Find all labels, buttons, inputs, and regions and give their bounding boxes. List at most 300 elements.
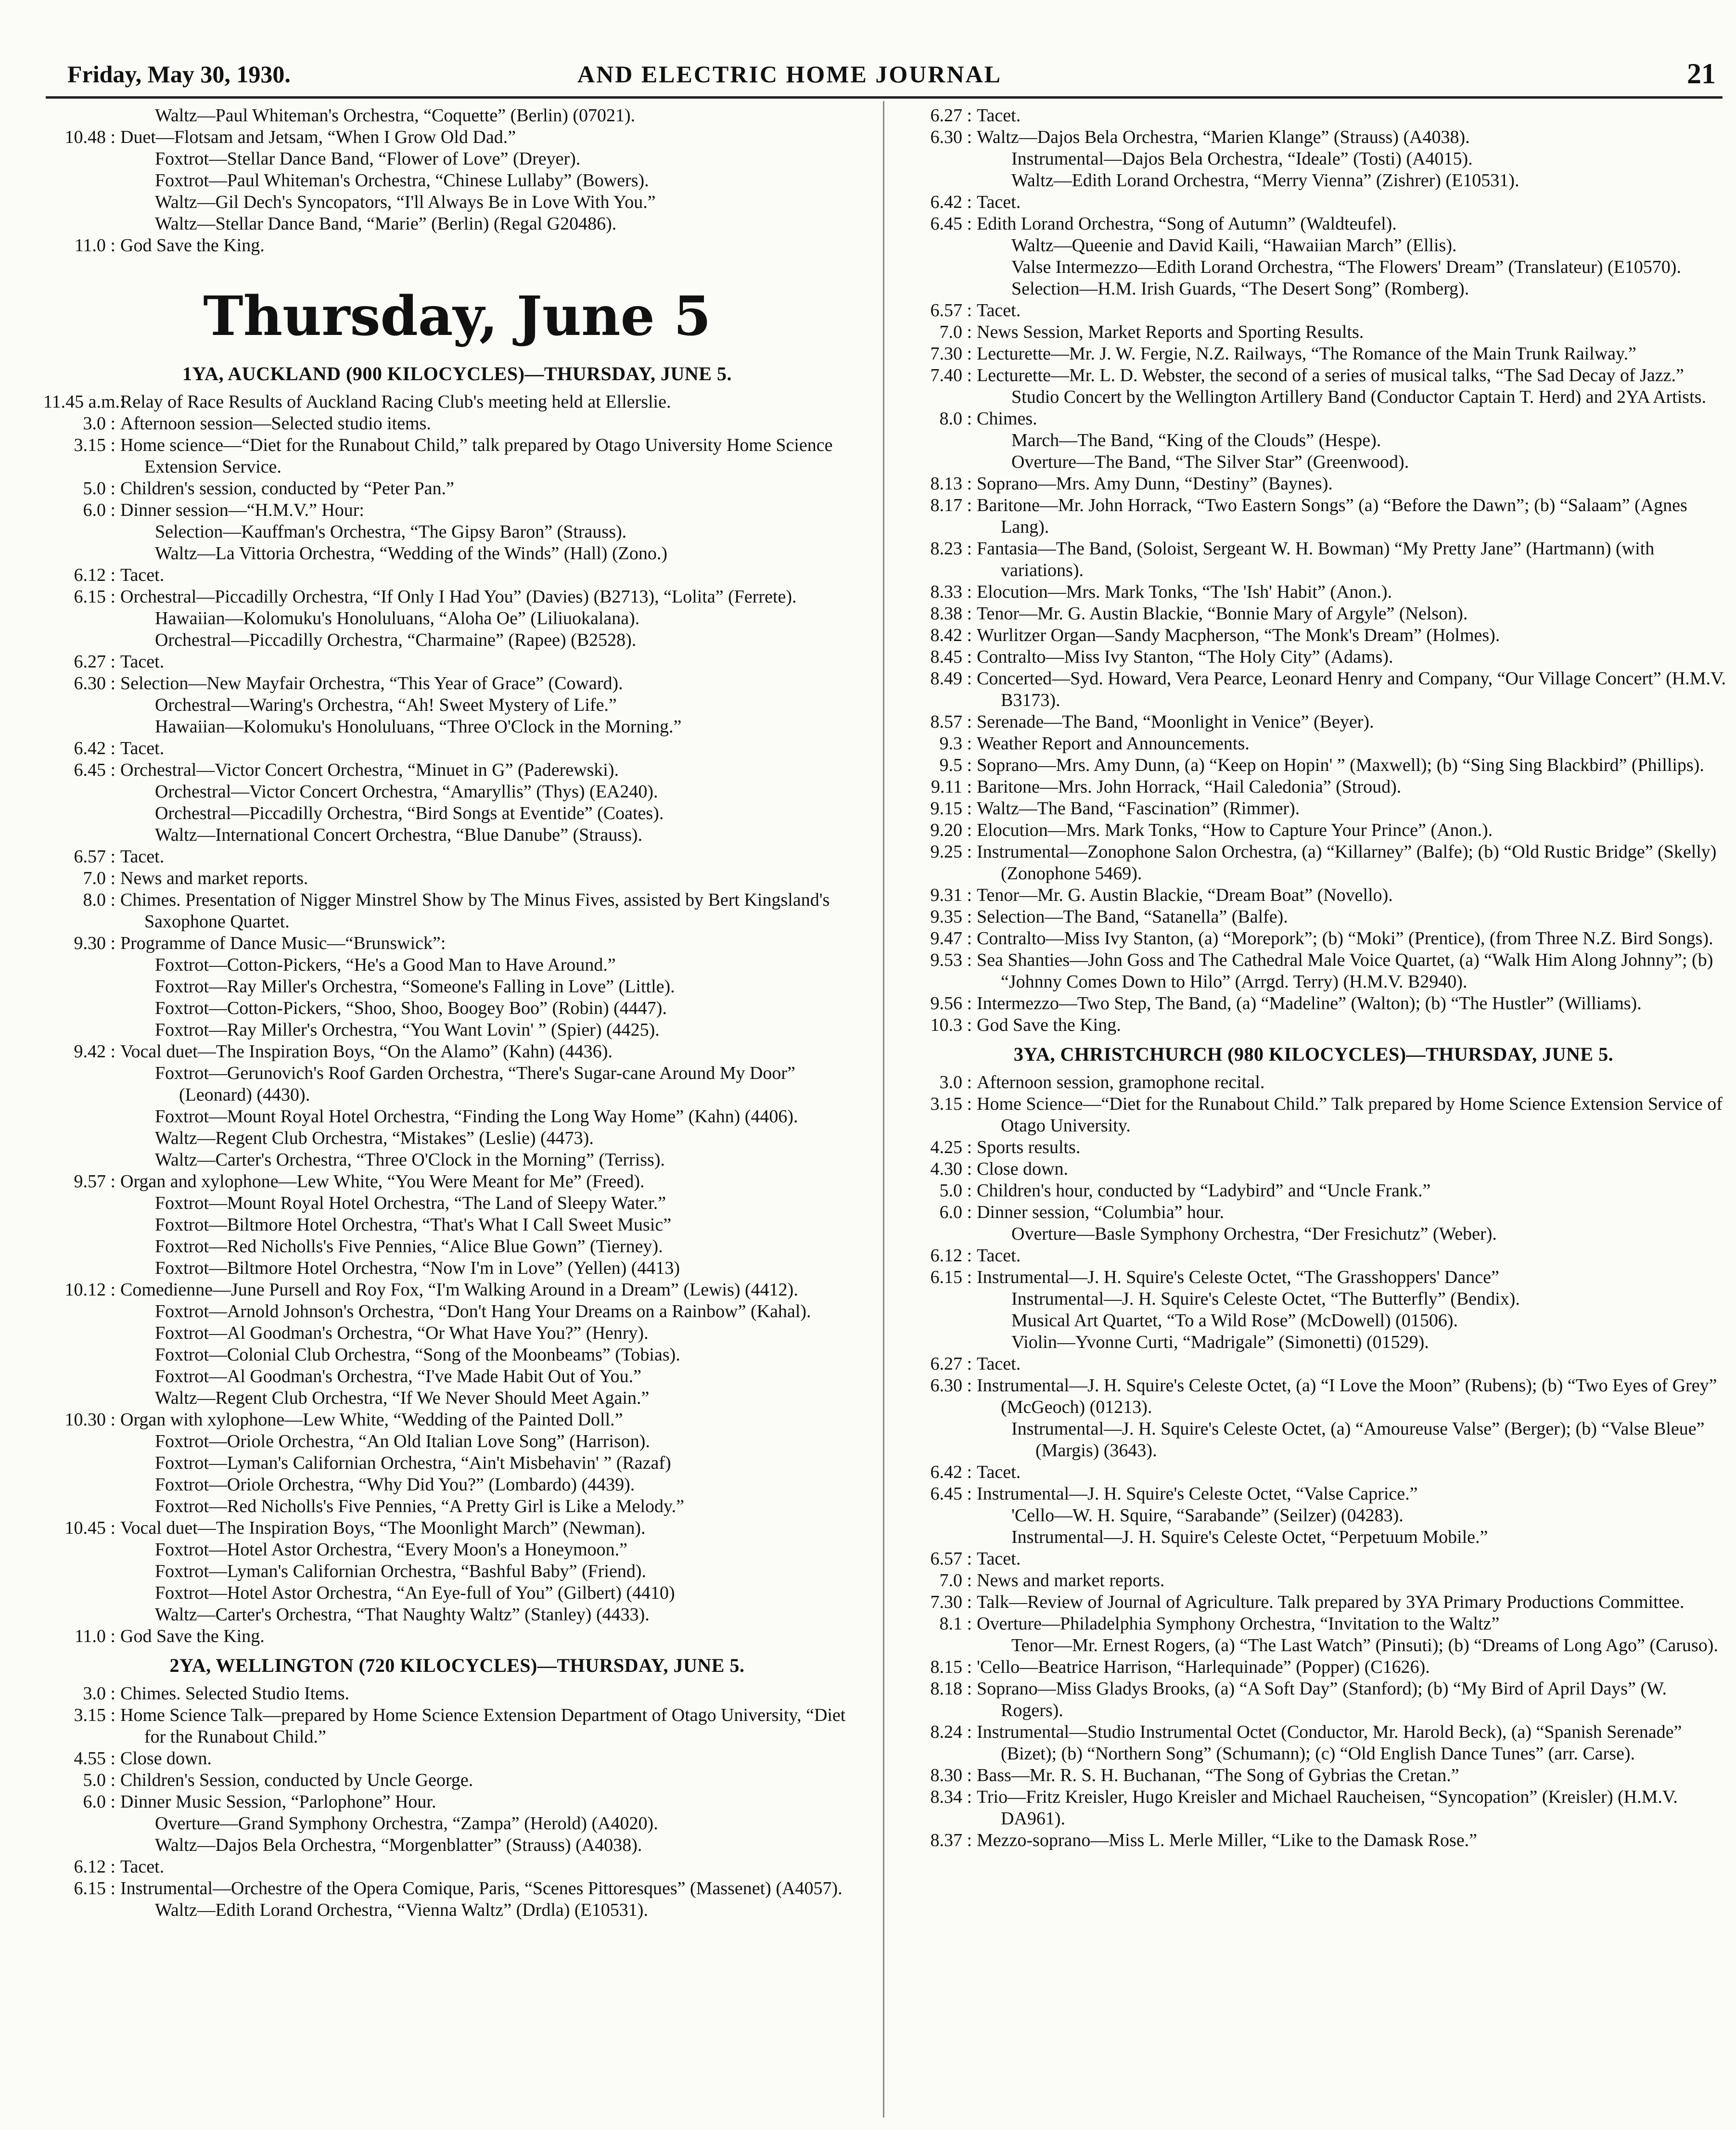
entry-time: 9.20 : <box>930 820 972 840</box>
programme-entry <box>43 1149 871 1171</box>
entry-text: Home science—“Diet for the Runabout Child,” talk prepared by Otago University Home Science Extension Service. <box>120 435 833 477</box>
entry-text: Waltz—Carter's Orchestra, “That Naughty Waltz” (Stanley) (4433). <box>155 1604 650 1625</box>
entry-time: 5.0 : <box>83 478 115 499</box>
programme-entry <box>43 1344 871 1366</box>
entry-text: Orchestral—Piccadilly Orchestra, “Bird Songs at Eventide” (Coates). <box>155 803 664 823</box>
entry-text: Violin—Yvonne Curti, “Madrigale” (Simonetti) (01529). <box>1011 1332 1429 1352</box>
programme-entry <box>43 1539 871 1561</box>
entry-text: Foxtrot—Stellar Dance Band, “Flower of Love” (Dreyer). <box>155 149 581 169</box>
programme-entry <box>43 413 871 435</box>
right-column <box>900 105 1727 1851</box>
entry-text: Hawaiian—Kolomuku's Honoluluans, “Aloha Oe” (Liliuokalana). <box>155 608 640 629</box>
programme-entry <box>43 694 871 716</box>
entry-text: Soprano—Mrs. Amy Dunn, “Destiny” (Baynes). <box>977 474 1333 494</box>
programme-entry <box>43 500 871 521</box>
programme-entry <box>900 841 1727 885</box>
entry-time: 9.57 : <box>74 1171 115 1192</box>
entry-time: 6.27 : <box>930 1354 972 1374</box>
entry-text: Instrumental—J. H. Squire's Celeste Octet, (a) “Amoureuse Valse” (Berger); (b) “Valse Bleue” (Margis) (3643). <box>1011 1419 1705 1461</box>
programme-entry <box>43 1128 871 1149</box>
entry-text: Tacet. <box>120 738 165 758</box>
entry-text: Tacet. <box>977 1462 1021 1482</box>
programme-entry <box>43 1214 871 1236</box>
entry-text: Selection—New Mayfair Orchestra, “This Year of Grace” (Coward). <box>120 673 623 693</box>
entry-text: Waltz—Regent Club Orchestra, “If We Never Should Meet Again.” <box>155 1388 650 1408</box>
programme-entry <box>900 711 1727 733</box>
entry-text: Programme of Dance Music—“Brunswick”: <box>120 933 446 953</box>
programme-entry <box>43 1683 871 1705</box>
entry-time: 6.45 : <box>930 214 972 234</box>
programme-entry <box>900 105 1727 127</box>
programme-entry <box>43 738 871 759</box>
entry-time: 6.0 : <box>83 500 115 520</box>
day-title: Thursday, June 5 <box>203 285 711 348</box>
programme-entry <box>43 170 871 192</box>
entry-text: Foxtrot—Ray Miller's Orchestra, “Someone's Falling in Love” (Little). <box>155 976 675 997</box>
entry-time: 8.34 : <box>930 1787 972 1807</box>
programme-entry <box>43 1813 871 1835</box>
programme-entry <box>900 321 1727 343</box>
programme-entry <box>43 716 871 738</box>
entry-text: Tacet. <box>120 652 165 672</box>
entry-text: Elocution—Mrs. Mark Tonks, “How to Capture Your Prince” (Anon.). <box>977 820 1493 840</box>
programme-entry <box>900 603 1727 625</box>
entry-time: 8.38 : <box>930 603 972 624</box>
entry-time: 9.30 : <box>74 933 115 953</box>
entry-text: Lecturette—Mr. J. W. Fergie, N.Z. Railways, “The Romance of the Main Trunk Railway.” <box>977 344 1636 364</box>
entry-time: 9.3 : <box>939 733 972 754</box>
entry-text: Foxtrot—Oriole Orchestra, “Why Did You?” (Lombardo) (4439). <box>155 1475 635 1495</box>
entry-text: Concerted—Syd. Howard, Vera Pearce, Leonard Henry and Company, “Our Village Concert” (H.M.V. B3173). <box>977 668 1726 710</box>
programme-entry <box>43 1748 871 1770</box>
entry-text: Waltz—Stellar Dance Band, “Marie” (Berlin) (Regal G20486). <box>155 214 617 234</box>
entry-text: Instrumental—Zonophone Salon Orchestra, (a) “Killarney” (Balfe); (b) “Old Rustic Bridge” (Skelly) (Zonophone 5469). <box>977 842 1717 884</box>
entry-text: Sports results. <box>977 1137 1081 1157</box>
entry-text: Children's hour, conducted by “Ladybird” and “Uncle Frank.” <box>977 1180 1431 1201</box>
entry-time: 7.0 : <box>83 868 115 888</box>
entry-time: 3.15 : <box>74 1705 115 1725</box>
programme-entry <box>900 1223 1727 1245</box>
entry-time: 8.13 : <box>930 474 972 494</box>
entry-time: 8.15 : <box>930 1657 972 1677</box>
programme-entry <box>43 1366 871 1387</box>
entry-text: Instrumental—J. H. Squire's Celeste Octet, “The Butterfly” (Bendix). <box>1011 1289 1520 1309</box>
programme-entry <box>43 1236 871 1257</box>
programme-entry <box>900 1353 1727 1375</box>
entry-time: 6.30 : <box>930 127 972 147</box>
programme-entry <box>900 1635 1727 1656</box>
programme-entry <box>43 868 871 889</box>
entry-text: Waltz—La Vittoria Orchestra, “Wedding of the Winds” (Hall) (Zono.) <box>155 543 667 564</box>
entry-text: Foxtrot—Oriole Orchestra, “An Old Italian Love Song” (Harrison). <box>155 1431 650 1451</box>
entry-text: Intermezzo—Two Step, The Band, (a) “Madeline” (Walton); (b) “The Hustler” (Williams). <box>977 993 1642 1014</box>
entry-text: Contralto—Miss Ivy Stanton, “The Holy City” (Adams). <box>977 647 1393 667</box>
programme-entry <box>900 928 1727 950</box>
entry-text: Weather Report and Announcements. <box>977 733 1250 754</box>
programme-entry <box>43 1063 871 1106</box>
programme-entry <box>43 1626 871 1647</box>
programme-entry <box>43 1582 871 1604</box>
entry-time: 9.35 : <box>930 907 972 927</box>
entry-text: Tenor—Mr. G. Austin Blackie, “Dream Boat” (Novello). <box>977 885 1393 905</box>
programme-entry <box>43 976 871 998</box>
entry-text: Tacet. <box>120 1857 165 1877</box>
entry-time: 3.0 : <box>83 1683 115 1704</box>
entry-time: 8.18 : <box>930 1679 972 1699</box>
programme-entry <box>43 148 871 170</box>
entry-text: Soprano—Mrs. Amy Dunn, (a) “Keep on Hopin' ” (Maxwell); (b) “Sing Sing Blackbird” (Phillips). <box>977 755 1704 775</box>
entry-text: Elocution—Mrs. Mark Tonks, “The 'Ish' Habit” (Anon.). <box>977 582 1392 602</box>
entry-text: Chimes. Presentation of Nigger Minstrel Show by The Minus Fives, assisted by Bert Kingsland's Saxophone Quartet. <box>120 890 830 932</box>
entry-text: Afternoon session—Selected studio items. <box>120 413 431 434</box>
entry-text: Vocal duet—The Inspiration Boys, “On the Alamo” (Kahn) (4436). <box>120 1041 613 1062</box>
programme-entry <box>43 1770 871 1791</box>
entry-text: Dinner Music Session, “Parlophone” Hour. <box>120 1792 436 1812</box>
entry-text: Studio Concert by the Wellington Artillery Band (Conductor Captain T. Herd) and 2YA Artists. <box>1011 387 1706 407</box>
programme-entry <box>900 646 1727 668</box>
entry-time: 6.30 : <box>74 673 115 693</box>
entry-text: Instrumental—J. H. Squire's Celeste Octet, “Valse Caprice.” <box>977 1484 1418 1504</box>
entry-text: Overture—Philadelphia Symphony Orchestra, “Invitation to the Waltz” <box>977 1614 1500 1634</box>
programme-entry <box>43 1856 871 1878</box>
entry-time: 5.0 : <box>83 1770 115 1790</box>
entry-text: Duet—Flotsam and Jetsam, “When I Grow Old Dad.” <box>120 127 516 147</box>
entry-text: Valse Intermezzo—Edith Lorand Orchestra, “The Flowers' Dream” (Translateur) (E10570). <box>1011 257 1681 277</box>
entry-text: Orchestral—Victor Concert Orchestra, “Minuet in G” (Paderewski). <box>120 760 619 780</box>
programme-entry <box>43 1322 871 1344</box>
entry-text: Lecturette—Mr. L. D. Webster, the second of a series of musical talks, “The Sad Decay of Jazz.” <box>977 365 1684 385</box>
issue-date: Friday, May 30, 1930. <box>67 61 291 88</box>
entry-text: Serenade—The Band, “Moonlight in Venice” (Beyer). <box>977 712 1374 732</box>
programme-entry <box>43 933 871 954</box>
entry-text: March—The Band, “King of the Clouds” (Hespe). <box>1011 430 1381 450</box>
programme-entry <box>43 1517 871 1539</box>
programme-entry <box>43 1496 871 1517</box>
entry-text: Tacet. <box>977 1354 1021 1374</box>
programme-entry <box>900 798 1727 820</box>
entry-text: Hawaiian—Kolomuku's Honoluluans, “Three O'Clock in the Morning.” <box>155 717 682 737</box>
programme-entry <box>900 1613 1727 1635</box>
programme-entry <box>900 235 1727 257</box>
entry-text: God Save the King. <box>120 1626 265 1646</box>
entry-time: 8.30 : <box>930 1765 972 1785</box>
programme-entry <box>900 950 1727 993</box>
entry-text: Instrumental—Studio Instrumental Octet (Conductor, Mr. Harold Beck), (a) “Spanish Serenade” (Bizet); (b) “Northern Song” (Schumann); (c) “Old English Dance Tunes” (arr. Carse). <box>977 1722 1682 1764</box>
entry-text: Waltz—Carter's Orchestra, “Three O'Clock in the Morning” (Terriss). <box>155 1150 665 1170</box>
programme-entry <box>43 1561 871 1582</box>
entry-text: Sea Shanties—John Goss and The Cathedral Male Voice Quartet, (a) “Walk Him Along Johnny”; (b) “Johnny Comes Down to Hilo” (Arrgd. Terry) (H.M.V. B2940). <box>977 950 1713 992</box>
programme-entry <box>900 170 1727 192</box>
programme-entry <box>43 629 871 651</box>
entry-time: 6.15 : <box>74 587 115 607</box>
programme-entry <box>900 1548 1727 1570</box>
entry-time: 9.11 : <box>931 777 972 797</box>
entry-time: 10.12 : <box>64 1280 115 1300</box>
programme-entry <box>43 1257 871 1279</box>
entry-text: Musical Art Quartet, “To a Wild Rose” (McDowell) (01506). <box>1011 1310 1458 1331</box>
programme-entry <box>900 1527 1727 1548</box>
programme-entry <box>43 1387 871 1409</box>
entry-time: 6.42 : <box>74 738 115 758</box>
entry-text: Contralto—Miss Ivy Stanton, (a) “Morepork”; (b) “Moki” (Prentice), (from Three N.Z. Bird Songs). <box>977 928 1713 949</box>
entry-text: Foxtrot—Cotton-Pickers, “Shoo, Shoo, Boogey Boo” (Robin) (4447). <box>155 998 667 1018</box>
entry-text: Organ with xylophone—Lew White, “Wedding of the Painted Doll.” <box>120 1410 623 1430</box>
entry-text: Tenor—Mr. G. Austin Blackie, “Bonnie Mary of Argyle” (Nelson). <box>977 603 1468 624</box>
entry-time: 7.0 : <box>939 322 972 342</box>
entry-text: Foxtrot—Lyman's Californian Orchestra, “Ain't Misbehavin' ” (Razaf) <box>155 1453 671 1473</box>
entry-time: 10.45 : <box>64 1518 115 1538</box>
programme-entry <box>900 213 1727 235</box>
entry-time: 6.57 : <box>930 300 972 321</box>
entry-text: Waltz—Gil Dech's Syncopators, “I'll Always Be in Love With You.” <box>155 192 656 212</box>
programme-entry <box>43 213 871 235</box>
entry-time: 8.0 : <box>939 409 972 429</box>
entry-time: 8.23 : <box>930 539 972 559</box>
entry-text: Waltz—Queenie and David Kaili, “Hawaiian March” (Ellis). <box>1011 235 1457 256</box>
entry-text: Home Science Talk—prepared by Home Science Extension Department of Otago University, “Diet for the Runabout Child.” <box>120 1705 846 1747</box>
programme-entry <box>43 1835 871 1856</box>
entry-text: Foxtrot—Biltmore Hotel Orchestra, “That's What I Call Sweet Music” <box>155 1215 672 1235</box>
entry-text: Foxtrot—Cotton-Pickers, “He's a Good Man to Have Around.” <box>155 955 616 975</box>
programme-entry <box>900 581 1727 603</box>
entry-time: 11.0 : <box>74 235 115 256</box>
entry-time: 8.37 : <box>930 1830 972 1850</box>
programme-entry <box>900 1721 1727 1765</box>
entry-text: Selection—H.M. Irish Guards, “The Desert Song” (Romberg). <box>1011 279 1469 299</box>
programme-entry <box>43 1604 871 1626</box>
entry-time: 9.25 : <box>930 842 972 862</box>
entry-text: Foxtrot—Colonial Club Orchestra, “Song of the Moonbeams” (Tobias). <box>155 1345 680 1365</box>
programme-entry <box>900 1462 1727 1483</box>
programme-entry <box>900 1310 1727 1332</box>
programme-entry <box>43 1474 871 1496</box>
entry-text: Chimes. <box>977 409 1037 429</box>
entry-text: Waltz—Paul Whiteman's Orchestra, “Coquette” (Berlin) (07021). <box>155 105 636 126</box>
programme-entry <box>900 192 1727 213</box>
entry-text: Foxtrot—Hotel Astor Orchestra, “Every Moon's a Honeymoon.” <box>155 1540 627 1560</box>
entry-time: 6.42 : <box>930 192 972 212</box>
programme-entry <box>900 625 1727 646</box>
programme-entry <box>43 759 871 781</box>
programme-entry <box>43 1279 871 1301</box>
programme-entry <box>43 1705 871 1748</box>
entry-time: 8.1 : <box>939 1614 972 1634</box>
entry-time: 7.30 : <box>930 344 972 364</box>
entry-text: Orchestral—Piccadilly Orchestra, “If Only I Had You” (Davies) (B2713), “Lolita” (Ferrete). <box>120 587 797 607</box>
entry-text: Tacet. <box>977 300 1021 321</box>
entry-time: 3.0 : <box>939 1072 972 1092</box>
entry-text: Close down. <box>977 1159 1068 1179</box>
entry-text: Dinner session, “Columbia” hour. <box>977 1202 1224 1222</box>
entry-time: 9.56 : <box>930 993 972 1014</box>
entry-time: 6.27 : <box>930 105 972 126</box>
programme-entry <box>43 1019 871 1041</box>
programme-entry <box>43 1041 871 1063</box>
programme-entry <box>43 1791 871 1813</box>
entry-text: Foxtrot—Red Nicholls's Five Pennies, “Alice Blue Gown” (Tierney). <box>155 1236 663 1257</box>
entry-text: God Save the King. <box>120 235 265 256</box>
entry-text: Instrumental—J. H. Squire's Celeste Octet, (a) “I Love the Moon” (Rubens); (b) “Two Eyes of Grey” (McGeoch) (01213). <box>977 1375 1717 1417</box>
entry-text: Foxtrot—Biltmore Hotel Orchestra, “Now I'm in Love” (Yellen) (4413) <box>155 1258 680 1278</box>
programme-entry <box>43 846 871 868</box>
entry-time: 6.45 : <box>74 760 115 780</box>
entry-time: 9.31 : <box>930 885 972 905</box>
entry-time: 6.12 : <box>74 1857 115 1877</box>
entry-text: Tacet. <box>120 847 165 867</box>
entry-time: 3.15 : <box>74 435 115 455</box>
programme-entry <box>900 1765 1727 1786</box>
entry-text: Tacet. <box>977 192 1021 212</box>
entry-time: 10.48 : <box>64 127 115 147</box>
programme-entry <box>900 1786 1727 1830</box>
entry-text: Tacet. <box>977 105 1021 126</box>
programme-entry <box>900 1202 1727 1223</box>
entry-time: 4.25 : <box>930 1137 972 1157</box>
entry-text: Foxtrot—Mount Royal Hotel Orchestra, “The Land of Sleepy Water.” <box>155 1193 666 1213</box>
programme-entry <box>900 1137 1727 1158</box>
entry-time: 9.15 : <box>930 798 972 819</box>
entry-time: 6.15 : <box>930 1267 972 1287</box>
entry-time: 6.27 : <box>74 652 115 672</box>
programme-entry <box>43 127 871 148</box>
entry-text: Overture—Basle Symphony Orchestra, “Der Fresichutz” (Weber). <box>1011 1224 1497 1244</box>
programme-entry <box>900 538 1727 581</box>
programme-entry <box>43 565 871 586</box>
programme-entry <box>43 586 871 608</box>
entry-time: 8.49 : <box>930 668 972 689</box>
entry-text: Vocal duet—The Inspiration Boys, “The Moonlight March” (Newman). <box>120 1518 646 1538</box>
page-header <box>0 60 1736 96</box>
programme-entry <box>900 1267 1727 1288</box>
entry-text: Tacet. <box>977 1549 1021 1569</box>
programme-entry <box>900 776 1727 798</box>
programme-entry <box>43 889 871 933</box>
programme-entry <box>43 998 871 1019</box>
programme-entry <box>43 1431 871 1452</box>
programme-entry <box>900 1570 1727 1591</box>
programme-entry <box>900 451 1727 473</box>
entry-text: Orchestral—Waring's Orchestra, “Ah! Sweet Mystery of Life.” <box>155 695 617 715</box>
entry-text: Instrumental—J. H. Squire's Celeste Octet, “The Grasshoppers' Dance” <box>977 1267 1499 1287</box>
programme-entry <box>43 105 871 127</box>
entry-text: Foxtrot—Gerunovich's Roof Garden Orchestra, “There's Sugar-cane Around My Door” (Leonard) (4430). <box>155 1063 795 1105</box>
programme-entry <box>43 543 871 565</box>
entry-text: Overture—The Band, “The Silver Star” (Greenwood). <box>1011 452 1409 472</box>
entry-text: Children's Session, conducted by Uncle George. <box>120 1770 473 1790</box>
entry-text: Instrumental—J. H. Squire's Celeste Octet, “Perpetuum Mobile.” <box>1011 1527 1488 1547</box>
entry-time: 3.0 : <box>83 413 115 434</box>
entry-text: Instrumental—Dajos Bela Orchestra, “Ideale” (Tosti) (A4015). <box>1011 149 1473 169</box>
header-rule <box>46 96 1723 99</box>
entry-time: 5.0 : <box>939 1180 972 1201</box>
entry-text: Foxtrot—Arnold Johnson's Orchestra, “Don't Hang Your Dreams on a Rainbow” (Kahal). <box>155 1301 811 1322</box>
programme-entry <box>43 192 871 213</box>
entry-text: Foxtrot—Paul Whiteman's Orchestra, “Chinese Lullaby” (Bowers). <box>155 170 649 191</box>
programme-entry <box>43 391 871 413</box>
programme-entry <box>43 954 871 976</box>
entry-text: Foxtrot—Ray Miller's Orchestra, “You Want Lovin' ” (Spier) (4425). <box>155 1020 660 1040</box>
entry-time: 4.55 : <box>74 1748 115 1769</box>
programme-entry <box>900 495 1727 538</box>
entry-text: News and market reports. <box>120 868 308 888</box>
entry-text: Soprano—Miss Gladys Brooks, (a) “A Soft Day” (Stanford); (b) “My Bird of April Days” (W. Rogers). <box>977 1679 1667 1720</box>
entry-text: God Save the King. <box>977 1015 1121 1035</box>
entry-text: Tacet. <box>977 1245 1021 1266</box>
programme-entry <box>43 1878 871 1899</box>
entry-time: 8.45 : <box>930 647 972 667</box>
entry-text: Baritone—Mr. John Horrack, “Two Eastern Songs” (a) “Before the Dawn”; (b) “Salaam” (Agnes Lang). <box>977 495 1687 537</box>
left-column <box>43 105 871 1921</box>
entry-text: Foxtrot—Al Goodman's Orchestra, “Or What Have You?” (Henry). <box>155 1323 649 1343</box>
entry-time: 9.47 : <box>930 928 972 949</box>
page-number: 21 <box>1687 58 1716 90</box>
entry-text: Waltz—The Band, “Fascination” (Rimmer). <box>977 798 1300 819</box>
programme-entry <box>900 257 1727 278</box>
programme-entry <box>43 521 871 543</box>
entry-time: 6.12 : <box>74 565 115 585</box>
entry-text: Selection—The Band, “Satanella” (Balfe). <box>977 907 1288 927</box>
entry-time: 9.5 : <box>939 755 972 775</box>
entry-text: Foxtrot—Lyman's Californian Orchestra, “Bashful Baby” (Friend). <box>155 1561 647 1581</box>
entry-text: Dinner session—“H.M.V.” Hour: <box>120 500 364 520</box>
entry-text: Wurlitzer Organ—Sandy Macpherson, “The Monk's Dream” (Holmes). <box>977 625 1500 645</box>
entry-text: News and market reports. <box>977 1570 1165 1591</box>
column-divider <box>883 101 884 2117</box>
programme-entry <box>43 235 871 257</box>
programme-entry <box>43 1193 871 1214</box>
programme-entry <box>900 386 1727 408</box>
entry-text: Foxtrot—Al Goodman's Orchestra, “I've Made Habit Out of You.” <box>155 1366 642 1386</box>
programme-entry <box>43 435 871 478</box>
entry-text: Waltz—Edith Lorand Orchestra, “Vienna Waltz” (Drdla) (E10531). <box>155 1900 648 1920</box>
entry-text: Waltz—Edith Lorand Orchestra, “Merry Vienna” (Zishrer) (E10531). <box>1011 170 1519 191</box>
programme-entry <box>900 885 1727 906</box>
entry-text: Children's session, conducted by “Peter Pan.” <box>120 478 454 499</box>
entry-text: Mezzo-soprano—Miss L. Merle Miller, “Like to the Damask Rose.” <box>977 1830 1478 1850</box>
entry-text: Tenor—Mr. Ernest Rogers, (a) “The Last Watch” (Pinsuti); (b) “Dreams of Long Ago” (Caruso). <box>1011 1635 1718 1655</box>
entry-time: 10.30 : <box>64 1410 115 1430</box>
entry-text: Relay of Race Results of Auckland Racing Club's meeting held at Ellerslie. <box>120 392 671 412</box>
programme-entry <box>43 478 871 500</box>
entry-time: 3.15 : <box>930 1094 972 1114</box>
programme-entry <box>43 1106 871 1128</box>
entry-time: 8.17 : <box>930 495 972 515</box>
entry-text: Foxtrot—Mount Royal Hotel Orchestra, “Finding the Long Way Home” (Kahn) (4406). <box>155 1106 798 1127</box>
entry-text: Afternoon session, gramophone recital. <box>977 1072 1265 1092</box>
programme-entry <box>900 820 1727 841</box>
programme-entry <box>900 473 1727 495</box>
entry-time: 8.0 : <box>83 890 115 910</box>
entry-time: 11.45 a.m.: <box>43 392 125 412</box>
programme-entry <box>900 1288 1727 1310</box>
programme-entry <box>900 1072 1727 1093</box>
entry-text: Talk—Review of Journal of Agriculture. Talk prepared by 3YA Primary Productions Committee. <box>977 1592 1685 1612</box>
entry-text: Foxtrot—Hotel Astor Orchestra, “An Eye-full of You” (Gilbert) (4410) <box>155 1583 675 1603</box>
programme-entry <box>900 408 1727 430</box>
programme-entry <box>900 1014 1727 1036</box>
entry-text: Baritone—Mrs. John Horrack, “Hail Caledonia” (Stroud). <box>977 777 1402 797</box>
programme-entry <box>900 1830 1727 1851</box>
entry-time: 8.24 : <box>930 1722 972 1742</box>
programme-entry <box>900 1505 1727 1527</box>
entry-text: Edith Lorand Orchestra, “Song of Autumn” (Waldteufel). <box>977 214 1397 234</box>
entry-time: 6.57 : <box>930 1549 972 1569</box>
programme-entry <box>900 1332 1727 1353</box>
entry-text: 'Cello—W. H. Squire, “Sarabande” (Seilzer) (04283). <box>1011 1505 1404 1526</box>
programme-entry <box>900 733 1727 755</box>
programme-entry <box>900 430 1727 451</box>
programme-entry <box>900 1093 1727 1137</box>
